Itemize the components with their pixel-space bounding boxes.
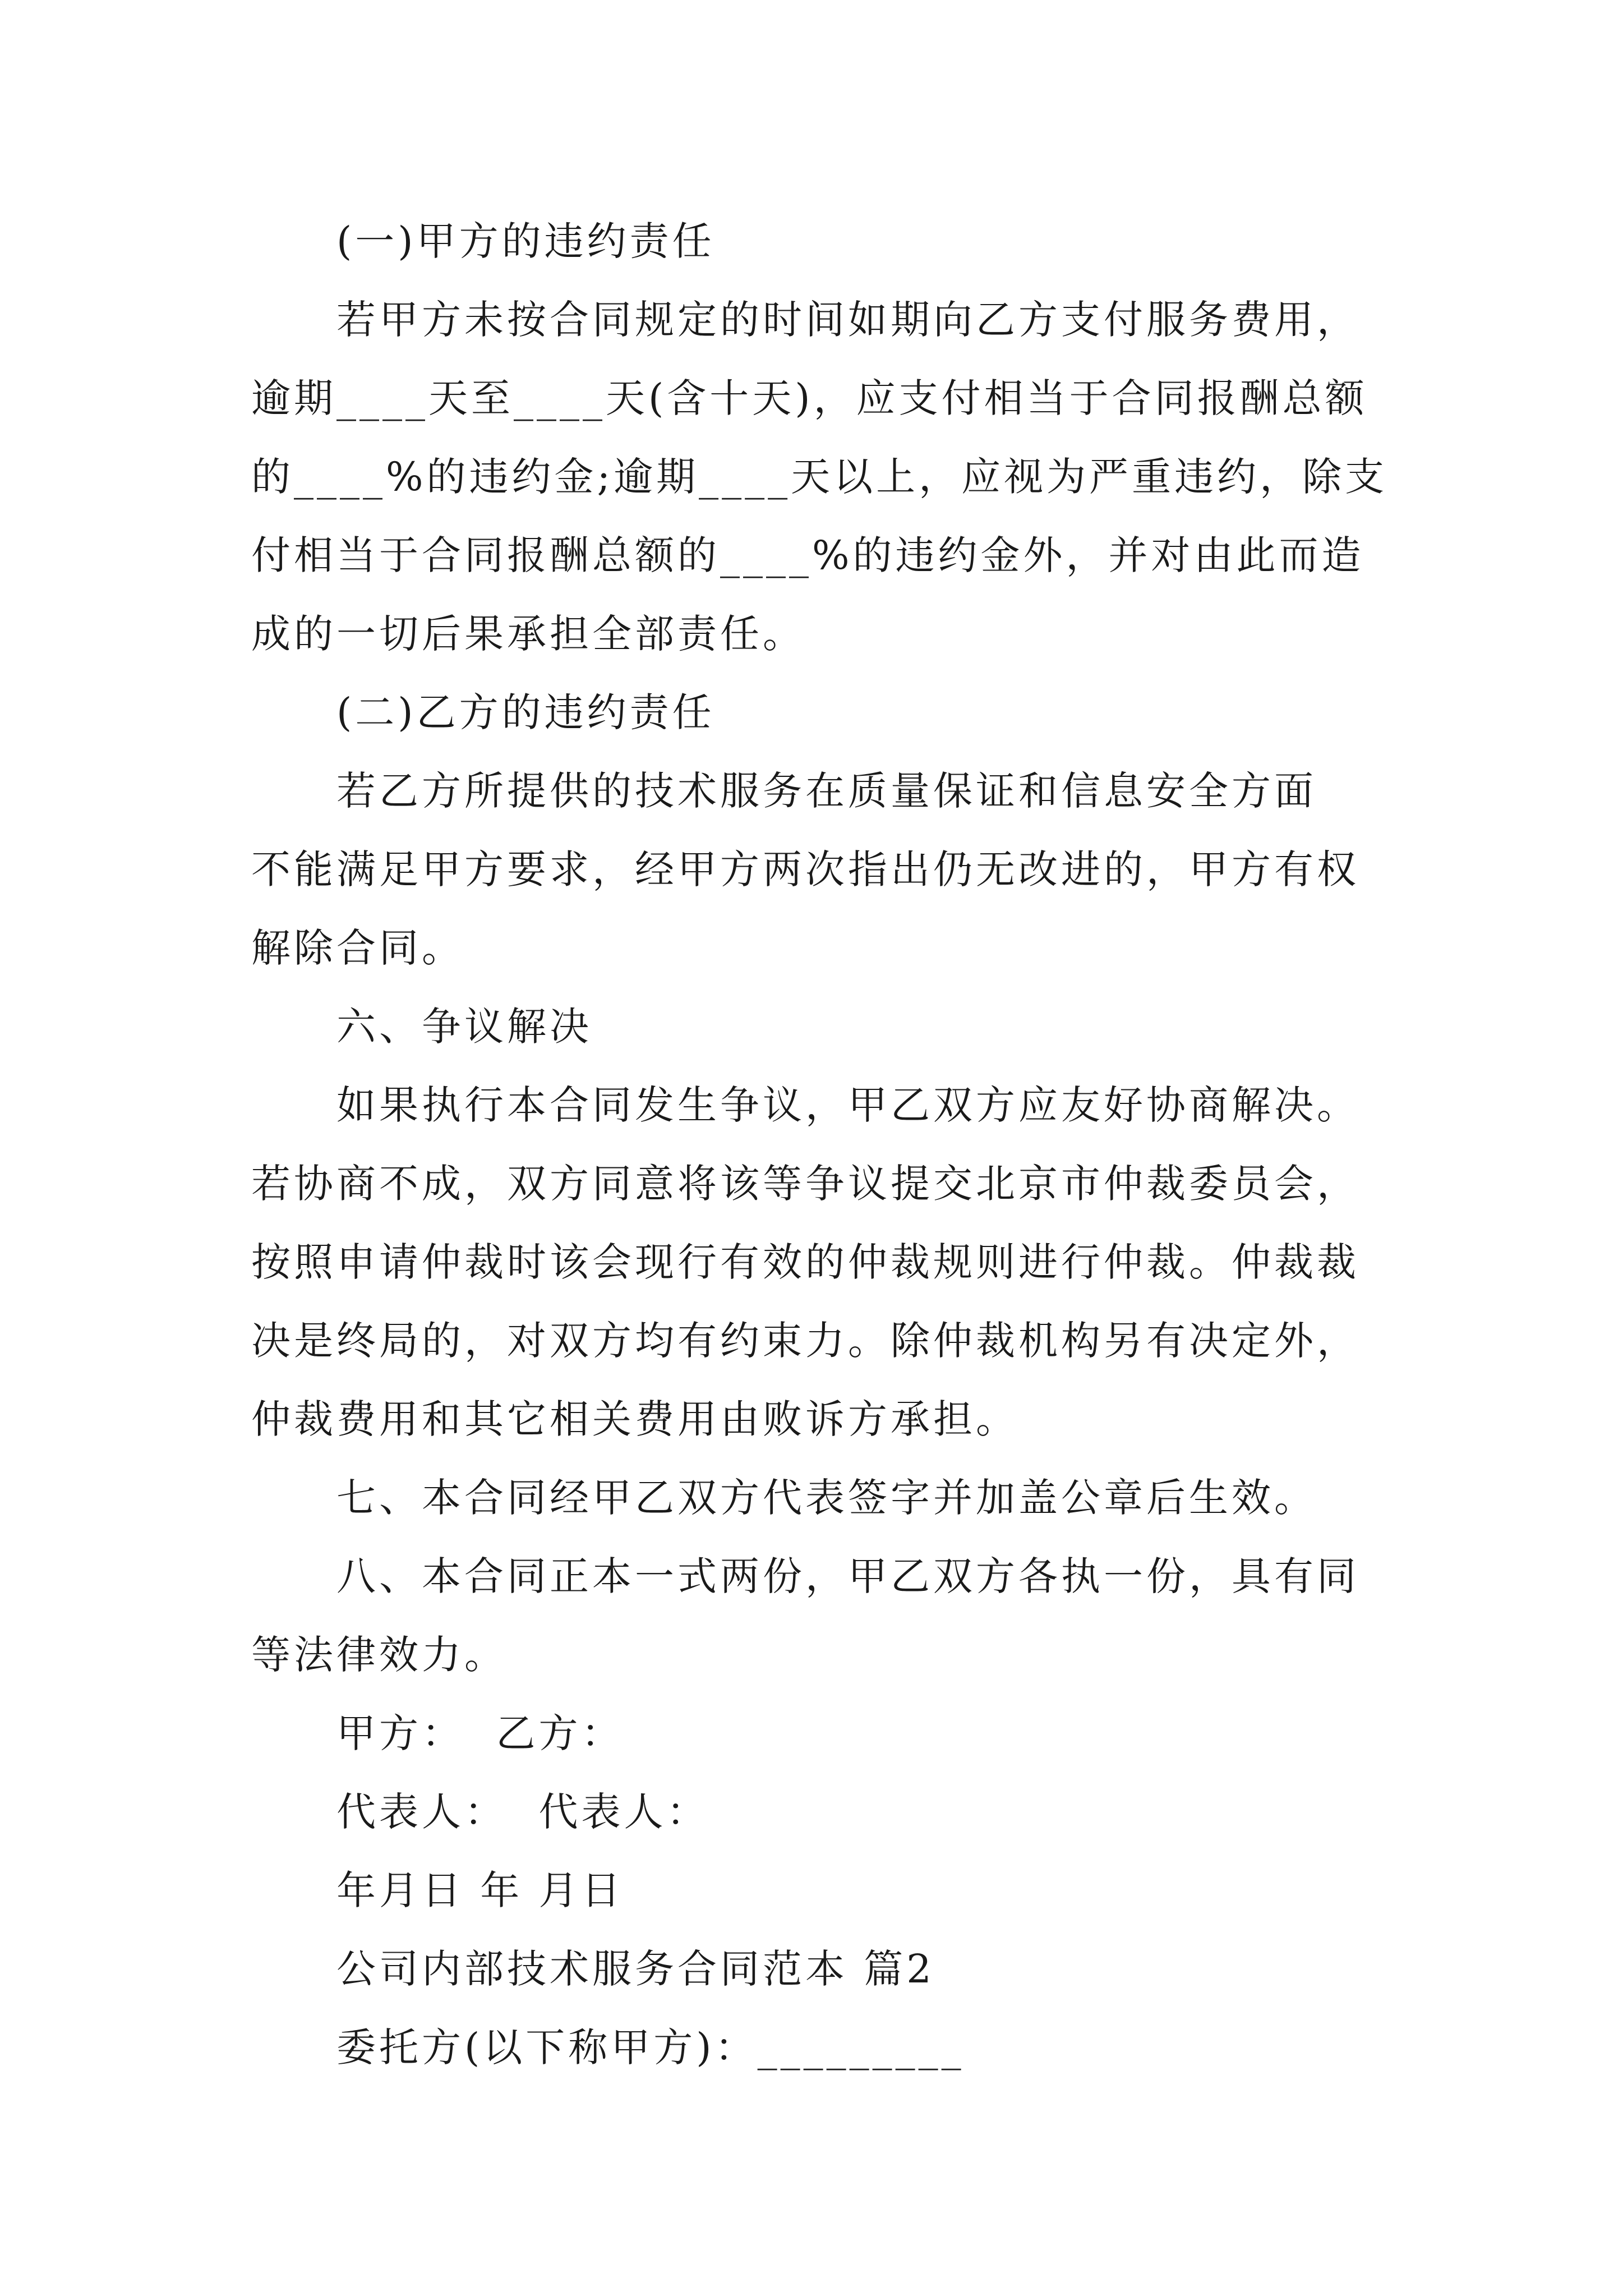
paragraph-line: 等法律效力。 [251, 1632, 507, 1678]
paragraph-line: 不能满足甲方要求，经甲方两次指出仍无改进的，甲方有权 [251, 846, 1359, 892]
paragraph-line: 成的一切后果承担全部责任。 [251, 611, 805, 657]
paragraph-line: 逾期____天至____天(含十天)，应支付相当于合同报酬总额 [251, 375, 1368, 421]
signature-parties: 甲方： 乙方： [336, 1710, 624, 1756]
section-heading-dispute-resolution: 六、争议解决 [336, 1004, 592, 1050]
paragraph-line: 付相当于合同报酬总额的____%的违约金外，并对由此而造 [251, 532, 1364, 578]
clause-copies: 八、本合同正本一式两份，甲乙双方各执一份，具有同 [336, 1553, 1359, 1599]
paragraph-line: 按照申请仲裁时该会现行有效的仲裁规则进行仲裁。仲裁裁 [251, 1239, 1359, 1285]
paragraph-line: 若甲方未按合同规定的时间如期向乙方支付服务费用， [336, 297, 1359, 343]
document-subtitle: 公司内部技术服务合同范本 篇2 [336, 1946, 935, 1992]
paragraph-line: 若乙方所提供的技术服务在质量保证和信息安全方面 [336, 768, 1317, 814]
section-heading-party-b-liability: (二)乙方的违约责任 [336, 689, 715, 735]
paragraph-line: 如果执行本合同发生争议，甲乙双方应友好协商解决。 [336, 1082, 1359, 1128]
signature-dates: 年月日 年 月日 [336, 1867, 624, 1913]
paragraph-line: 的____%的违约金;逾期____天以上，应视为严重违约，除支 [251, 454, 1388, 500]
section-heading-party-a-liability: (一)甲方的违约责任 [336, 218, 715, 264]
paragraph-line: 若协商不成，双方同意将该等争议提交北京市仲裁委员会， [251, 1161, 1359, 1207]
signature-representatives: 代表人： 代表人： [336, 1789, 709, 1835]
paragraph-line: 决是终局的，对双方均有约束力。除仲裁机构另有决定外， [251, 1318, 1359, 1364]
paragraph-line: 仲裁费用和其它相关费用由败诉方承担。 [251, 1396, 1018, 1442]
client-field: 委托方(以下称甲方)：_________ [336, 2024, 965, 2070]
document-body [251, 202, 1388, 2087]
paragraph-line: 解除合同。 [251, 925, 464, 971]
clause-effective: 七、本合同经甲乙双方代表签字并加盖公章后生效。 [336, 1475, 1317, 1521]
